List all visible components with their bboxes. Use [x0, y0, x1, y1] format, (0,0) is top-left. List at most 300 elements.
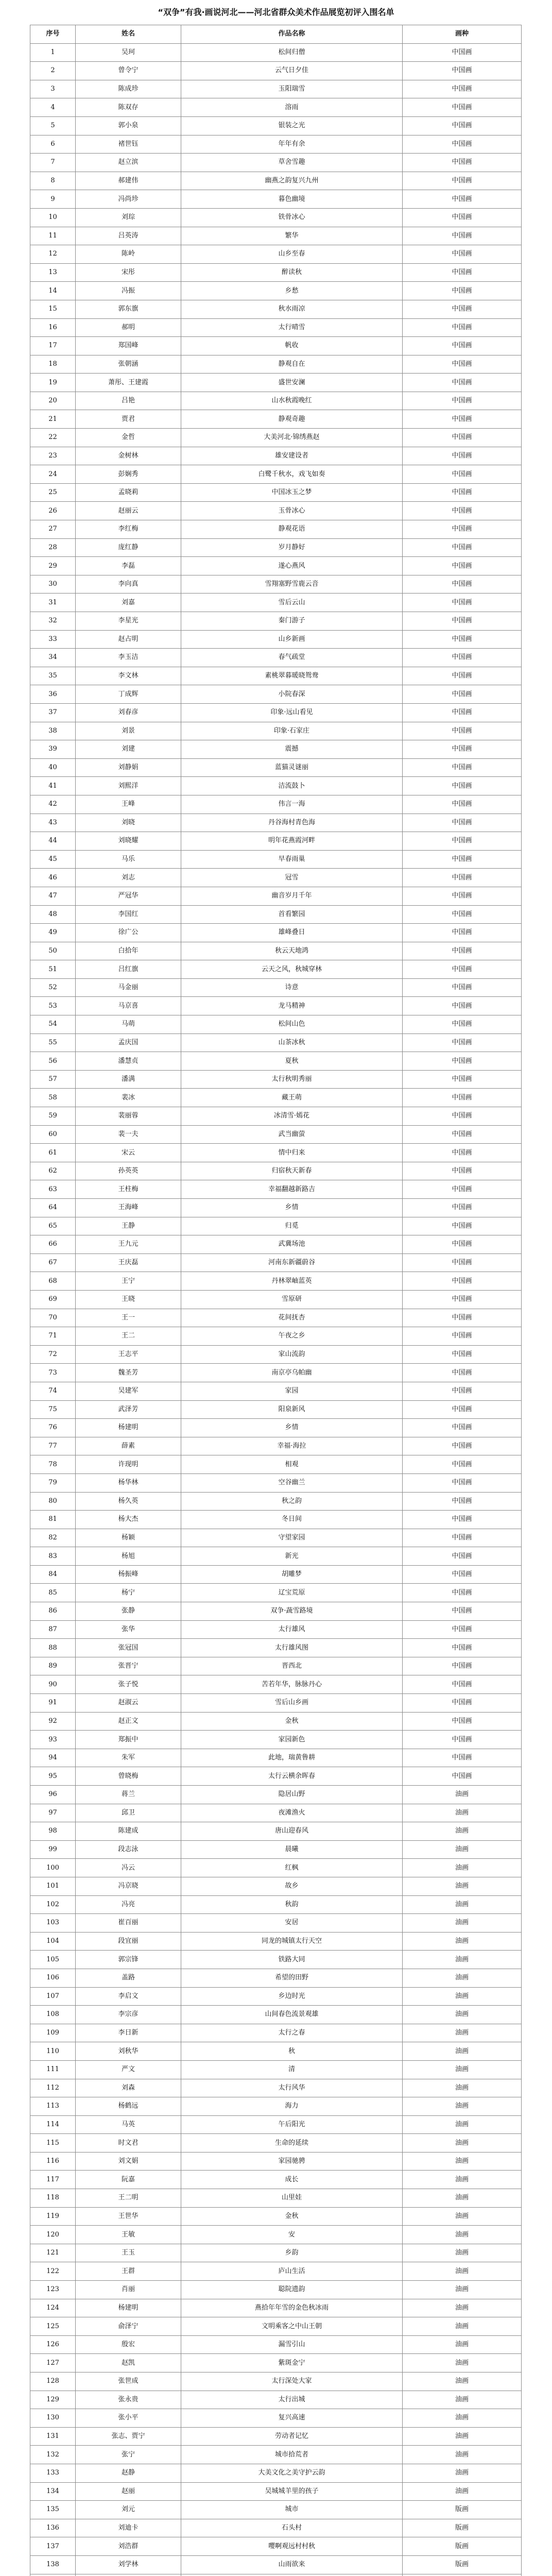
artwork-title: 太行晴雪	[181, 318, 403, 337]
row-number: 92	[30, 1712, 76, 1731]
row-number: 33	[30, 630, 76, 649]
row-number: 65	[30, 1217, 76, 1235]
row-number: 111	[30, 2060, 76, 2079]
artwork-title: 静观自在	[181, 355, 403, 374]
artist-name: 王群	[76, 2262, 181, 2281]
artist-name: 杨宁	[76, 1584, 181, 1602]
artist-name: 马乐	[76, 850, 181, 869]
row-number: 23	[30, 447, 76, 465]
art-category: 中国画	[403, 43, 522, 62]
row-number: 59	[30, 1107, 76, 1126]
table-row	[30, 1712, 522, 1731]
artwork-title: 诗意	[181, 978, 403, 997]
artist-name: 刘学林	[76, 2555, 181, 2574]
artist-name: 郭小泉	[76, 116, 181, 135]
row-number: 26	[30, 502, 76, 520]
table-row	[30, 612, 522, 631]
artist-name: 褚世钰	[76, 135, 181, 154]
artist-name: 王峰	[76, 795, 181, 814]
art-category: 中国画	[403, 667, 522, 685]
artist-name: 张世成	[76, 2372, 181, 2391]
table-row	[30, 1327, 522, 1346]
art-category: 中国画	[403, 1565, 522, 1584]
art-category: 中国画	[403, 1749, 522, 1767]
row-number: 126	[30, 2335, 76, 2354]
artwork-title: 蓝猫灵谜丽	[181, 758, 403, 777]
artwork-title: 乡愁	[181, 282, 403, 300]
table-row	[30, 1932, 522, 1951]
art-category: 中国画	[403, 135, 522, 154]
row-number: 87	[30, 1620, 76, 1639]
artist-name: 贾君	[76, 410, 181, 429]
artwork-title: 唐山迎春风	[181, 1822, 403, 1841]
art-category: 油画	[403, 2024, 522, 2042]
table-row	[30, 2024, 522, 2042]
row-number: 123	[30, 2281, 76, 2299]
art-category: 油画	[403, 2152, 522, 2171]
artist-name: 李红梅	[76, 520, 181, 539]
art-category: 油画	[403, 1914, 522, 1933]
row-number: 4	[30, 98, 76, 117]
row-number: 76	[30, 1419, 76, 1437]
art-category: 中国画	[403, 1345, 522, 1364]
row-number: 86	[30, 1602, 76, 1621]
row-number: 53	[30, 997, 76, 1015]
artist-name: 吴珂	[76, 43, 181, 62]
art-category: 中国画	[403, 1584, 522, 1602]
artist-name: 曾晓梅	[76, 1767, 181, 1786]
artwork-title: 紫斑金宁	[181, 2354, 403, 2372]
row-number: 44	[30, 832, 76, 851]
row-number: 10	[30, 208, 76, 227]
art-category: 中国画	[403, 557, 522, 575]
table-row	[30, 374, 522, 392]
artwork-title: 晋西北	[181, 1657, 403, 1675]
art-category: 中国画	[403, 392, 522, 410]
row-number: 125	[30, 2317, 76, 2336]
table-row	[30, 2171, 522, 2189]
artwork-title	[181, 2574, 403, 2576]
artwork-title: 繁华	[181, 227, 403, 245]
artwork-title: 丹谷海村青色海	[181, 814, 403, 832]
row-number: 116	[30, 2152, 76, 2171]
artwork-title: 城市拾荒者	[181, 2446, 403, 2464]
row-number: 15	[30, 300, 76, 318]
table-row	[30, 649, 522, 667]
table-row	[30, 1217, 522, 1235]
art-category: 中国画	[403, 80, 522, 98]
table-row	[30, 1290, 522, 1309]
artwork-title: 安	[181, 2226, 403, 2244]
row-number: 134	[30, 2482, 76, 2501]
artwork-title: 劳动者记忆	[181, 2427, 403, 2446]
row-number: 38	[30, 722, 76, 740]
art-category: 中国画	[403, 758, 522, 777]
artwork-title: 雪翔塞野雪鹿云音	[181, 575, 403, 594]
artist-name: 郭东旗	[76, 300, 181, 318]
artwork-title: 太行云横余晖春	[181, 1767, 403, 1786]
art-category: 油画	[403, 1786, 522, 1804]
artwork-title: 雪后山乡画	[181, 1694, 403, 1713]
row-number: 20	[30, 392, 76, 410]
table-row	[30, 832, 522, 851]
art-category: 中国画	[403, 887, 522, 905]
artist-name: 王玉	[76, 2244, 181, 2262]
artist-name: 吕艳	[76, 392, 181, 410]
artwork-title: 乡情	[181, 1419, 403, 1437]
art-category: 油画	[403, 1840, 522, 1859]
artwork-title: 中国冰玉之梦	[181, 483, 403, 502]
table-row	[30, 2079, 522, 2097]
artist-name: 张静	[76, 1602, 181, 1621]
artwork-title: 家园	[181, 1382, 403, 1400]
row-number: 56	[30, 1052, 76, 1071]
table-row	[30, 2409, 522, 2428]
art-category: 中国画	[403, 1511, 522, 1529]
table-row	[30, 2427, 522, 2446]
row-number: 104	[30, 1932, 76, 1951]
row-number	[30, 2574, 76, 2576]
artist-name: 张志、贾宁	[76, 2427, 181, 2446]
artist-name: 王世华	[76, 2207, 181, 2226]
art-category: 油画	[403, 2409, 522, 2428]
art-category: 中国画	[403, 942, 522, 960]
table-row	[30, 1455, 522, 1474]
artwork-title: 秋云天地鸿	[181, 942, 403, 960]
artist-name: 郝明	[76, 318, 181, 337]
row-number: 138	[30, 2555, 76, 2574]
row-number: 109	[30, 2024, 76, 2042]
art-category: 中国画	[403, 795, 522, 814]
art-category: 油画	[403, 2372, 522, 2391]
artwork-title: 辽宝荒原	[181, 1584, 403, 1602]
artist-name: 许现明	[76, 1455, 181, 1474]
artwork-title: 雪原研	[181, 1290, 403, 1309]
table-row	[30, 2207, 522, 2226]
artist-name: 孙英英	[76, 1162, 181, 1180]
art-category: 中国画	[403, 722, 522, 740]
table-row	[30, 869, 522, 887]
artist-name: 刘秋华	[76, 2042, 181, 2061]
art-category: 中国画	[403, 429, 522, 447]
art-category: 油画	[403, 1822, 522, 1841]
art-category: 油画	[403, 2226, 522, 2244]
artwork-title: 生命的延续	[181, 2134, 403, 2153]
artist-name: 赵立滨	[76, 154, 181, 172]
row-number: 30	[30, 575, 76, 594]
art-category: 中国画	[403, 685, 522, 704]
table-row	[30, 1492, 522, 1511]
artwork-title: 空谷幽兰	[181, 1473, 403, 1492]
row-number: 17	[30, 337, 76, 355]
art-category: 油画	[403, 2464, 522, 2482]
table-row	[30, 2262, 522, 2281]
artwork-title: 雄峰叠日	[181, 924, 403, 942]
artist-name: 盖路	[76, 1969, 181, 1987]
table-row	[30, 80, 522, 98]
artwork-title: 盛世安澜	[181, 374, 403, 392]
artist-name: 张永贵	[76, 2391, 181, 2409]
art-category: 中国画	[403, 1419, 522, 1437]
artwork-title: 雪后云山	[181, 594, 403, 612]
art-category: 版画	[403, 2519, 522, 2537]
artwork-title: 嘤啊观远村村秋	[181, 2537, 403, 2556]
row-number: 68	[30, 1272, 76, 1291]
art-category: 中国画	[403, 447, 522, 465]
row-number: 52	[30, 978, 76, 997]
art-category: 中国画	[403, 337, 522, 355]
art-category: 油画	[403, 2079, 522, 2097]
table-row	[30, 62, 522, 80]
art-category: 中国画	[403, 1547, 522, 1566]
table-row	[30, 520, 522, 539]
table-row	[30, 1767, 522, 1786]
art-category: 中国画	[403, 1492, 522, 1511]
artwork-title: 河南东新疆蔚谷	[181, 1253, 403, 1272]
row-number: 22	[30, 429, 76, 447]
row-number: 60	[30, 1125, 76, 1144]
table-row	[30, 429, 522, 447]
row-number: 57	[30, 1070, 76, 1089]
art-category: 油画	[403, 1969, 522, 1987]
artwork-title: 夏秋	[181, 1052, 403, 1071]
artist-name: 庞红静	[76, 538, 181, 557]
artist-name: 冯振	[76, 282, 181, 300]
artist-name: 张晋宁	[76, 1657, 181, 1675]
table-row	[30, 2299, 522, 2317]
row-number: 137	[30, 2537, 76, 2556]
art-category: 油画	[403, 1804, 522, 1822]
table-row	[30, 538, 522, 557]
row-number: 115	[30, 2134, 76, 2153]
artwork-title: 晨曦	[181, 1840, 403, 1859]
artwork-title: 城市	[181, 2501, 403, 2519]
artist-name: 刘嘉	[76, 594, 181, 612]
art-category: 中国画	[403, 1639, 522, 1657]
row-number: 95	[30, 1767, 76, 1786]
artwork-title: 吴城城羊里的孩子	[181, 2482, 403, 2501]
table-row	[30, 2226, 522, 2244]
artist-name: 李玉洁	[76, 649, 181, 667]
row-number: 82	[30, 1529, 76, 1547]
row-number: 117	[30, 2171, 76, 2189]
row-number: 97	[30, 1804, 76, 1822]
artwork-title: 花间抚杏	[181, 1309, 403, 1327]
artwork-title: 双争·蔬雪路境	[181, 1602, 403, 1621]
art-category: 中国画	[403, 1694, 522, 1713]
row-number: 72	[30, 1345, 76, 1364]
artwork-title: 帆收	[181, 337, 403, 355]
table-row	[30, 1694, 522, 1713]
row-number: 51	[30, 960, 76, 979]
table-row	[30, 2354, 522, 2372]
row-number: 9	[30, 190, 76, 209]
table-row	[30, 2482, 522, 2501]
art-category: 中国画	[403, 318, 522, 337]
table-row	[30, 1657, 522, 1675]
artist-name: 王晓	[76, 1290, 181, 1309]
artist-name: 李国红	[76, 905, 181, 924]
art-category: 中国画	[403, 649, 522, 667]
artist-name: 徐广公	[76, 924, 181, 942]
art-category: 中国画	[403, 190, 522, 209]
table-row	[30, 942, 522, 960]
row-number: 8	[30, 172, 76, 190]
table-row	[30, 575, 522, 594]
artwork-title: 大美河北·锦绣燕赵	[181, 429, 403, 447]
table-row	[30, 1529, 522, 1547]
row-number: 54	[30, 1015, 76, 1034]
row-number: 119	[30, 2207, 76, 2226]
table-row	[30, 1675, 522, 1694]
artist-name: 王静	[76, 1217, 181, 1235]
table-row	[30, 2555, 522, 2574]
table-row	[30, 1473, 522, 1492]
table-row	[30, 135, 522, 154]
artist-name: 潘满	[76, 1070, 181, 1089]
art-category: 中国画	[403, 869, 522, 887]
artist-name: 王志平	[76, 1345, 181, 1364]
art-category: 中国画	[403, 740, 522, 759]
artist-name: 裴丽蓉	[76, 1107, 181, 1126]
row-number: 98	[30, 1822, 76, 1841]
table-row	[30, 447, 522, 465]
artwork-title: 乡情	[181, 1199, 403, 1217]
art-category: 中国画	[403, 1033, 522, 1052]
artist-name: 刘文娟	[76, 2152, 181, 2171]
artwork-title: 山乡至春	[181, 245, 403, 264]
document-title: “双争”有我·画说河北——河北省群众美术作品展览初评入围名单	[158, 7, 394, 17]
table-row	[30, 2574, 522, 2576]
table-row	[30, 1511, 522, 1529]
art-category: 中国画	[403, 1089, 522, 1107]
artist-name: 杨振峰	[76, 1565, 181, 1584]
art-category: 中国画	[403, 1327, 522, 1346]
art-category: 中国画	[403, 978, 522, 997]
art-category: 中国画	[403, 1309, 522, 1327]
table-row	[30, 116, 522, 135]
artist-name: 刘建	[76, 740, 181, 759]
artist-name: 张朝涵	[76, 355, 181, 374]
row-number: 1	[30, 43, 76, 62]
artwork-title: 武当幽萤	[181, 1125, 403, 1144]
art-category: 中国画	[403, 520, 522, 539]
artist-name: 杨旭	[76, 1547, 181, 1566]
artist-name: 郑振中	[76, 1731, 181, 1749]
table-row	[30, 2519, 522, 2537]
art-category: 油画	[403, 2281, 522, 2299]
artist-name: 刘志	[76, 869, 181, 887]
art-category: 中国画	[403, 245, 522, 264]
table-row	[30, 1125, 522, 1144]
artwork-title: 南京亭乌帕幽	[181, 1364, 403, 1382]
art-category: 中国画	[403, 1712, 522, 1731]
artist-name: 王柱梅	[76, 1180, 181, 1199]
artist-name: 刘晓耀	[76, 832, 181, 851]
artwork-title: 秋之韵	[181, 1492, 403, 1511]
art-category: 中国画	[403, 850, 522, 869]
artwork-title: 明年花燕霞河畔	[181, 832, 403, 851]
table-row	[30, 2317, 522, 2336]
row-number: 45	[30, 850, 76, 869]
table-row	[30, 1033, 522, 1052]
art-category: 中国画	[403, 1620, 522, 1639]
table-row	[30, 722, 522, 740]
art-category: 油画	[403, 2299, 522, 2317]
art-category	[403, 2574, 522, 2576]
artwork-title: 守望家园	[181, 1529, 403, 1547]
art-category: 中国画	[403, 1217, 522, 1235]
table-row	[30, 2372, 522, 2391]
artwork-title: 静观花语	[181, 520, 403, 539]
table-row	[30, 1914, 522, 1933]
art-category: 中国画	[403, 1602, 522, 1621]
row-number: 36	[30, 685, 76, 704]
table-row	[30, 1639, 522, 1657]
artwork-title: 白鹭千秋水，戏飞如奏	[181, 465, 403, 484]
art-category: 中国画	[403, 777, 522, 795]
art-category: 油画	[403, 2244, 522, 2262]
art-category: 油画	[403, 1859, 522, 1877]
art-category: 中国画	[403, 1235, 522, 1254]
artist-name: 赵丽云	[76, 502, 181, 520]
artist-name: 朱军	[76, 1749, 181, 1767]
table-row	[30, 667, 522, 685]
artist-name: 魏圣芳	[76, 1364, 181, 1382]
table-row	[30, 1840, 522, 1859]
table-row	[30, 1786, 522, 1804]
artwork-title: 印象·石家庄	[181, 722, 403, 740]
row-number: 21	[30, 410, 76, 429]
artwork-title: 太行雄风图	[181, 1639, 403, 1657]
art-category: 中国画	[403, 355, 522, 374]
table-row	[30, 263, 522, 282]
artist-name: 刘晓	[76, 814, 181, 832]
artwork-title: 铁路大同	[181, 1951, 403, 1969]
art-category: 中国画	[403, 1657, 522, 1675]
table-row	[30, 978, 522, 997]
table-row	[30, 1969, 522, 1987]
table-row	[30, 850, 522, 869]
row-number: 121	[30, 2244, 76, 2262]
row-number: 16	[30, 318, 76, 337]
art-category: 油画	[403, 2207, 522, 2226]
artwork-title: 洁流鼓卜	[181, 777, 403, 795]
artwork-title: 春气疏堂	[181, 649, 403, 667]
artwork-title: 岁月静好	[181, 538, 403, 557]
art-category: 油画	[403, 2354, 522, 2372]
artist-name: 冯京晓	[76, 1877, 181, 1895]
artist-name: 王二明	[76, 2189, 181, 2208]
art-category: 中国画	[403, 1364, 522, 1382]
artwork-title: 山茶冰秋	[181, 1033, 403, 1052]
artist-name: 阮嘉	[76, 2171, 181, 2189]
row-number: 71	[30, 1327, 76, 1346]
art-category: 中国画	[403, 374, 522, 392]
artwork-title: 山间春色流景观雄	[181, 2006, 403, 2024]
table-body	[30, 43, 522, 2576]
artist-name: 张华	[76, 1620, 181, 1639]
art-category: 中国画	[403, 98, 522, 117]
artist-name: 吕英涛	[76, 227, 181, 245]
table-row	[30, 703, 522, 722]
table-row	[30, 887, 522, 905]
table-row	[30, 410, 522, 429]
art-category: 中国画	[403, 62, 522, 80]
header-row	[30, 25, 522, 44]
artist-name: 刘春彦	[76, 703, 181, 722]
artist-name: 邱卫	[76, 1804, 181, 1822]
